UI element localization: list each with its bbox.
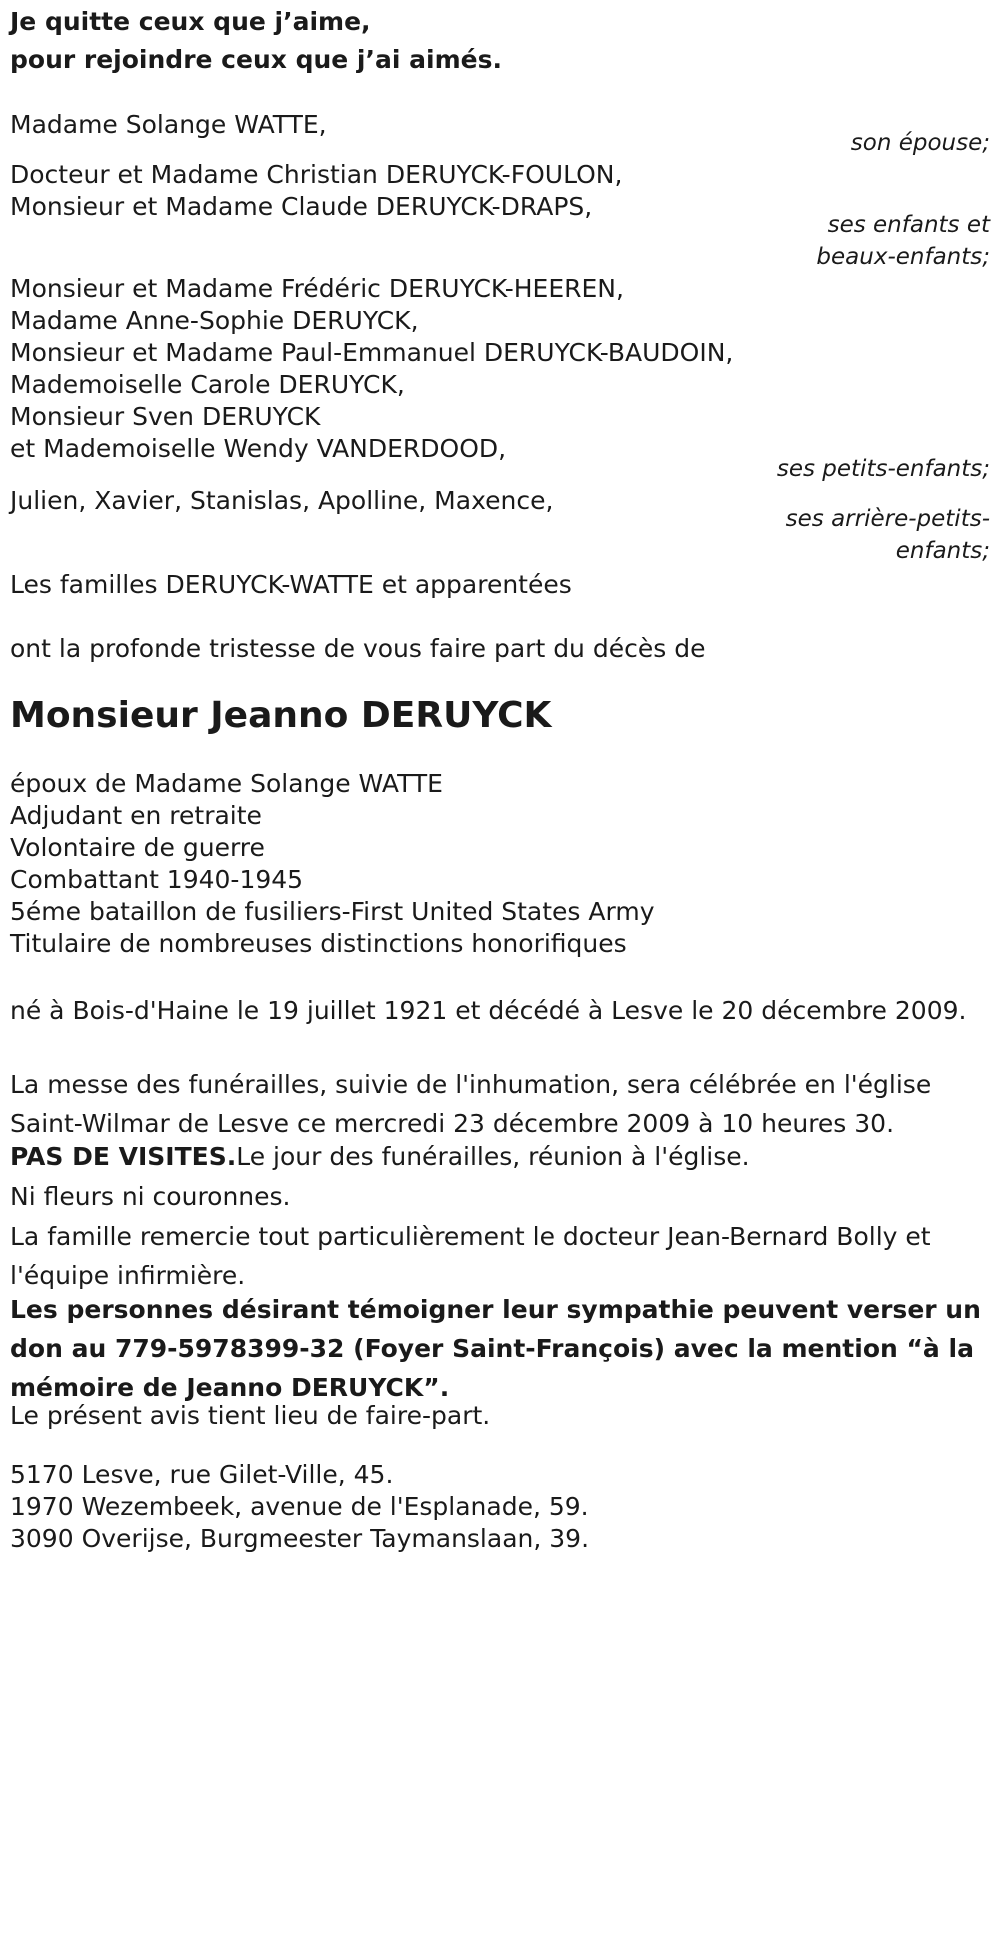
families: Les familles DERUYCK-WATTE et apparentées [10,570,572,599]
birth-death: né à Bois-d'Haine le 19 juillet 1921 et décédé à Lesve le 20 décembre 2009. [10,996,967,1025]
thanks: La famille remercie tout particulièrement le docteur Jean-Bernard Bolly et l'équipe infirmière. [10,1222,931,1290]
child-name: Monsieur et Madame Claude DERUYCK-DRAPS, [10,192,593,221]
spouse-name: Madame Solange WATTE, [10,110,327,139]
deceased-title: époux de Madame Solange WATTE [10,769,443,798]
flowers: Ni fleurs ni couronnes. [10,1182,291,1211]
funeral-mass: La messe des funérailles, suivie de l'inhumation, sera célébrée en l'église Saint-Wilmar de Lesve ce mercredi 23 décembre 2009 à 10 heures 30. [10,1070,932,1138]
grandchild-name: Monsieur et Madame Paul-Emmanuel DERUYCK-BAUDOIN, [10,338,734,367]
address: 1970 Wezembeek, avenue de l'Esplanade, 59. [10,1492,589,1521]
deceased-title: Volontaire de guerre [10,833,265,862]
grandchildren-role: ses petits-enfants; [776,456,990,482]
children-role: ses enfants et [827,212,990,238]
no-visits [10,1137,985,1176]
no-visits-text: Le jour des funérailles, réunion à l'église. [236,1142,750,1171]
address: 5170 Lesve, rue Gilet-Ville, 45. [10,1460,394,1489]
deceased-name: Monsieur Jeanno DERUYCK [10,695,552,736]
grandchild-name: Madame Anne-Sophie DERUYCK, [10,306,419,335]
no-visits-label: PAS DE VISITES. [10,1142,237,1171]
great-grandchildren-role: ses arrière-petits- [785,506,990,532]
address: 3090 Overijse, Burgmeester Taymanslaan, 39. [10,1524,590,1553]
grandchild-name: Monsieur Sven DERUYCK [10,402,321,431]
grandchild-name: et Mademoiselle Wendy VANDERDOOD, [10,434,507,463]
deceased-title: Combattant 1940-1945 [10,865,304,894]
deceased-title: Titulaire de nombreuses distinctions honorifiques [10,929,627,958]
deceased-title: 5éme bataillon de fusiliers-First United States Army [10,897,655,926]
grandchild-name: Mademoiselle Carole DERUYCK, [10,370,405,399]
great-grandchildren-role: enfants; [895,538,990,564]
children-role: beaux-enfants; [816,244,990,270]
announcement: ont la profonde tristesse de vous faire part du décès de [10,634,706,663]
great-grandchildren-names: Julien, Xavier, Stanislas, Apolline, Maxence, [10,486,554,515]
notice: Le présent avis tient lieu de faire-part. [10,1401,491,1430]
spouse-role: son épouse; [850,130,990,156]
epitaph-line-1: Je quitte ceux que j’aime, [10,7,371,36]
donation: Les personnes désirant témoigner leur sympathie peuvent verser un don au 779-5978399-32 (Foyer Saint-François) avec la mention “à la mémoire de Jeanno DERUYCK”. [10,1295,981,1402]
deceased-title: Adjudant en retraite [10,801,262,830]
grandchild-name: Monsieur et Madame Frédéric DERUYCK-HEEREN, [10,274,624,303]
epitaph-line-2: pour rejoindre ceux que j’ai aimés. [10,45,502,74]
child-name: Docteur et Madame Christian DERUYCK-FOULON, [10,160,623,189]
